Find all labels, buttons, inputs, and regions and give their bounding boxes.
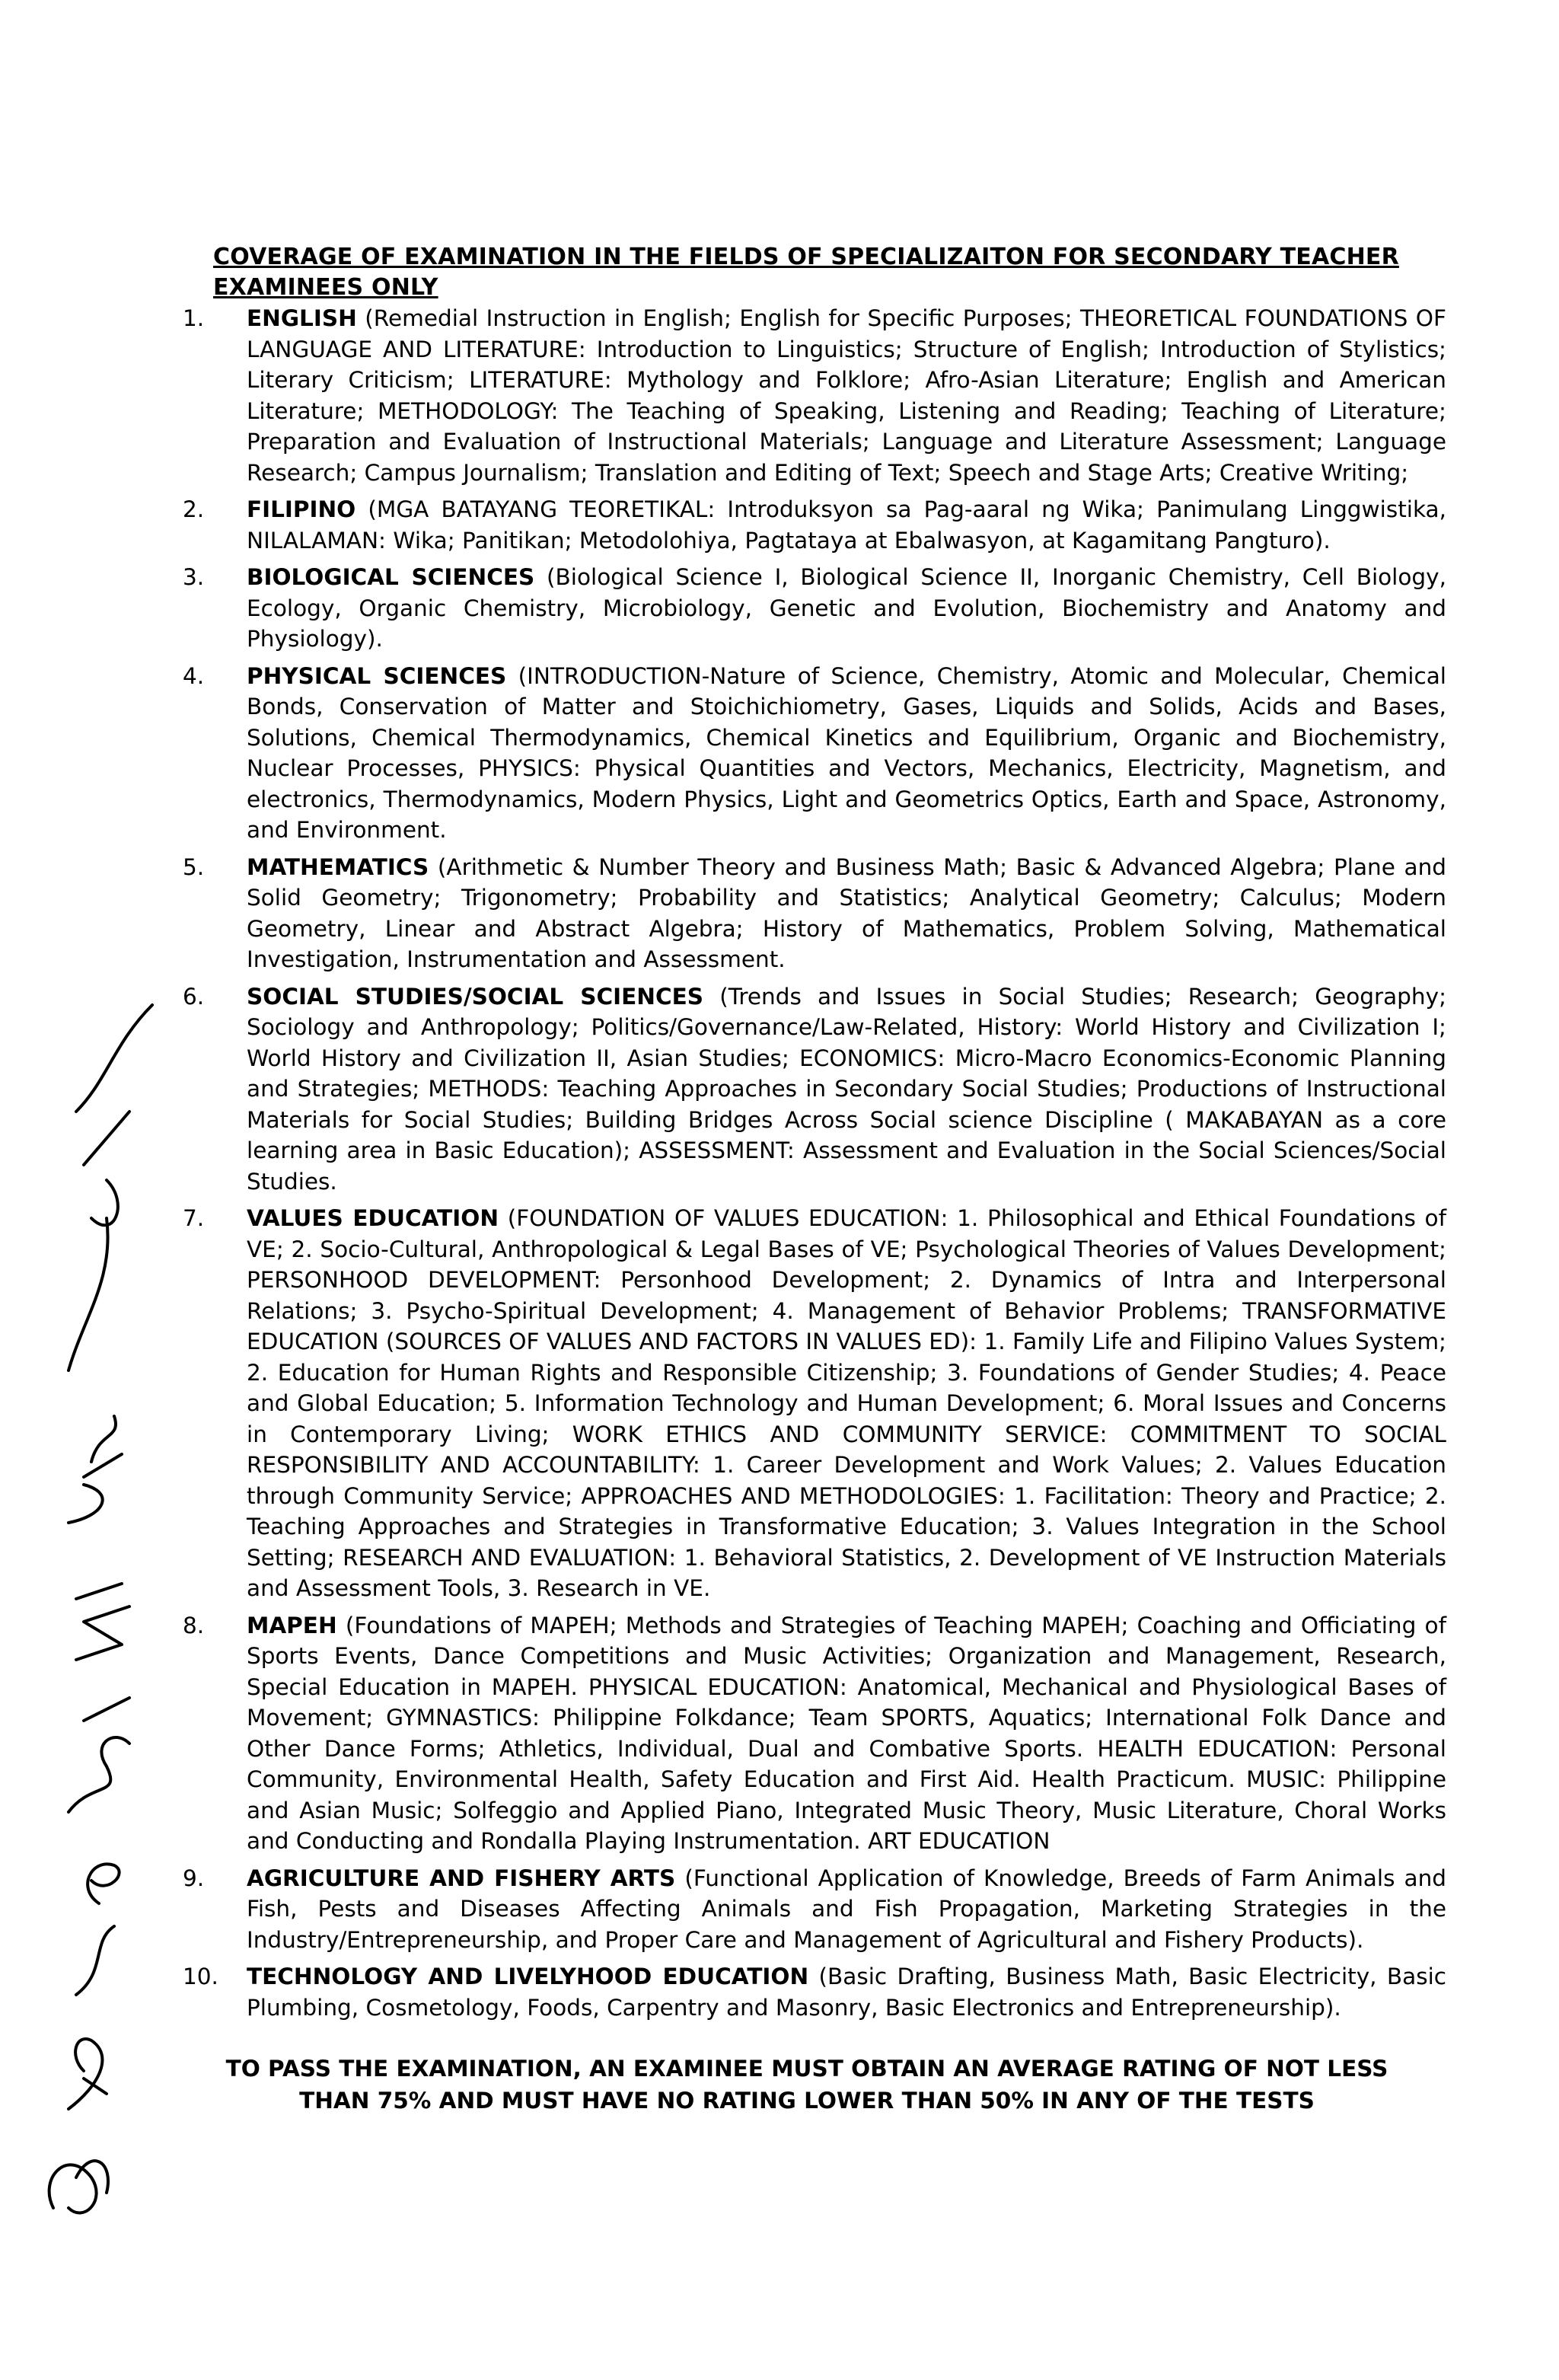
subject-name: SOCIAL STUDIES/SOCIAL SCIENCES: [247, 983, 704, 1010]
item-number: 1.: [183, 305, 205, 331]
list-item: [183, 852, 1446, 975]
subject-details: (Functional Application of Knowledge, Breeds of Farm Animals and Fish, Pests and Diseases Affecting Animals and Fish Propagation, Marketing Strategies in the Industry/Entrepreneurship, and Proper Care and Management of Agricultural and Fishery Products).: [247, 1865, 1446, 1953]
page-title: COVERAGE OF EXAMINATION IN THE FIELDS OF SPECIALIZAITON FOR SECONDARY TEACHER EXAMINEES ONLY: [213, 244, 1399, 301]
subject-name: MATHEMATICS: [247, 853, 429, 880]
list-item: [183, 494, 1446, 556]
list-item: [183, 1961, 1446, 2023]
subject-details: (INTRODUCTION-Nature of Science, Chemistry, Atomic and Molecular, Chemical Bonds, Conservation of Matter and Stoichichiometry, Gases, Liquids and Solids, Acids and Bases, Solutions, Chemical Thermodynamics, Chemical Kinetics and Equilibrium, Organic and Biochemistry, Nuclear Processes, PHYSICS: Physical Quantities and Vectors, Mechanics, Electricity, Magnetism, and electronics, Thermodynamics, Modern Physics, Light and Geometrics Optics, Earth and Space, Astronomy, and Environment.: [247, 662, 1446, 843]
subject-details: (MGA BATAYANG TEORETIKAL: Introduksyon sa Pag-aaral ng Wika; Panimulang Linggwistika, NILALAMAN: Wika; Panitikan; Metodolohiya, Pagtataya at Ebalwasyon, at Kagamitang Pangturo).: [247, 496, 1446, 554]
item-number: 5.: [183, 853, 205, 880]
list-item: [183, 303, 1446, 488]
passing-requirement-note: TO PASS THE EXAMINATION, AN EXAMINEE MUST OBTAIN AN AVERAGE RATING OF NOT LESS THAN 75% AND MUST HAVE NO RATING LOWER THAN 50% IN ANY OF THE TESTS: [225, 2056, 1388, 2114]
subject-name: PHYSICAL SCIENCES: [247, 662, 507, 689]
subject-name: FILIPINO: [247, 496, 356, 522]
subject-name: MAPEH: [247, 1612, 337, 1638]
subject-name: VALUES EDUCATION: [247, 1205, 499, 1231]
item-number: 8.: [183, 1612, 205, 1638]
item-number: 6.: [183, 983, 205, 1010]
subject-details: (Biological Science I, Biological Science II, Inorganic Chemistry, Cell Biology, Ecology, Organic Chemistry, Microbiology, Genetic and Evolution, Biochemistry and Anatomy and Physiology).: [247, 564, 1446, 652]
item-number: 4.: [183, 662, 205, 689]
subject-name: BIOLOGICAL SCIENCES: [247, 564, 535, 590]
item-number: 2.: [183, 496, 205, 522]
subject-name: AGRICULTURE AND FISHERY ARTS: [247, 1865, 676, 1891]
subject-name: ENGLISH: [247, 305, 357, 331]
list-item: [183, 1863, 1446, 1956]
subject-list: [183, 303, 1446, 2029]
list-item: [183, 562, 1446, 655]
list-item: [183, 1203, 1446, 1604]
list-item: [183, 1610, 1446, 1857]
subject-details: (Remedial Instruction in English; English for Specific Purposes; THEORETICAL FOUNDATIONS OF LANGUAGE AND LITERATURE: Introduction to Linguistics; Structure of English; Introduction of Stylistics; Literary Criticism; LITERATURE: Mythology and Folklore; Afro-Asian Literature; English and American Literature; METHODOLOGY: The Teaching of Speaking, Listening and Reading; Teaching of Literature; Preparation and Evaluation of Instructional Materials; Language and Literature Assessment; Language Research; Campus Journalism; Translation and Editing of Text; Speech and Stage Arts; Creative Writing;: [247, 305, 1446, 486]
handwritten-signatures: [23, 990, 175, 2238]
list-item: [183, 981, 1446, 1198]
list-item: [183, 661, 1446, 846]
item-number: 9.: [183, 1865, 205, 1891]
subject-details: (Trends and Issues in Social Studies; Research; Geography; Sociology and Anthropology; Politics/Governance/Law-Related, History: World History and Civilization I; World History and Civilization II, Asian Studies; ECONOMICS: Micro-Macro Economics-Economic Planning and Strategies; METHODS: Teaching Approaches in Secondary Social Studies; Productions of Instructional Materials for Social Studies; Building Bridges Across Social science Discipline ( MAKABAYAN as a core learning area in Basic Education); ASSESSMENT: Assessment and Evaluation in the Social Sciences/Social Studies.: [247, 983, 1447, 1195]
subject-name: TECHNOLOGY AND LIVELYHOOD EDUCATION: [247, 1964, 809, 1989]
item-number: 3.: [183, 564, 205, 590]
subject-details: (Foundations of MAPEH; Methods and Strategies of Teaching MAPEH; Coaching and Officiating of Sports Events, Dance Competitions and Music Activities; Organization and Management, Research, Special Education in MAPEH. PHYSICAL EDUCATION: Anatomical, Mechanical and Physiological Bases of Movement; GYMNASTICS: Philippine Folkdance; Team SPORTS, Aquatics; International Folk Dance and Other Dance Forms; Athletics, Individual, Dual and Combative Sports. HEALTH EDUCATION: Personal Community, Environmental Health, Safety Education and First Aid. Health Practicum. MUSIC: Philippine and Asian Music; Solfeggio and Applied Piano, Integrated Music Theory, Music Literature, Choral Works and Conducting and Rondalla Playing Instrumentation. ART EDUCATION: [247, 1612, 1446, 1854]
subject-details: (Arithmetic & Number Theory and Business Math; Basic & Advanced Algebra; Plane and Solid Geometry; Trigonometry; Probability and Statistics; Analytical Geometry; Calculus; Modern Geometry, Linear and Abstract Algebra; History of Mathematics, Problem Solving, Mathematical Investigation, Instrumentation and Assessment.: [247, 853, 1446, 972]
item-number: 7.: [183, 1205, 205, 1231]
subject-details: (FOUNDATION OF VALUES EDUCATION: 1. Philosophical and Ethical Foundations of VE; 2. Socio-Cultural, Anthropological & Legal Bases of VE; Psychological Theories of Values Development; PERSONHOOD DEVELOPMENT: Personhood Development; 2. Dynamics of Intra and Interpersonal Relations; 3. Psycho-Spiritual Development; 4. Management of Behavior Problems; TRANSFORMATIVE EDUCATION (SOURCES OF VALUES AND FACTORS IN VALUES ED): 1. Family Life and Filipino Values System; 2. Education for Human Rights and Responsible Citizenship; 3. Foundations of Gender Studies; 4. Peace and Global Education; 5. Information Technology and Human Development; 6. Moral Issues and Concerns in Contemporary Living; WORK ETHICS AND COMMUNITY SERVICE: COMMITMENT TO SOCIAL RESPONSIBILITY AND ACCOUNTABILITY: 1. Career Development and Work Values; 2. Values Education through Community Service; APPROACHES AND METHODOLOGIES: 1. Facilitation: Theory and Practice; 2. Teaching Approaches and Strategies in Transformative Education; 3. Values Integration in the School Setting; RESEARCH AND EVALUATION: 1. Behavioral Statistics, 2. Development of VE Instruction Materials and Assessment Tools, 3. Research in VE.: [247, 1205, 1446, 1601]
item-number: 10.: [183, 1964, 218, 1989]
subject-details: (Basic Drafting, Business Math, Basic Electricity, Basic Plumbing, Cosmetology, Foods, Carpentry and Masonry, Basic Electronics and Entrepreneurship).: [247, 1964, 1446, 2021]
